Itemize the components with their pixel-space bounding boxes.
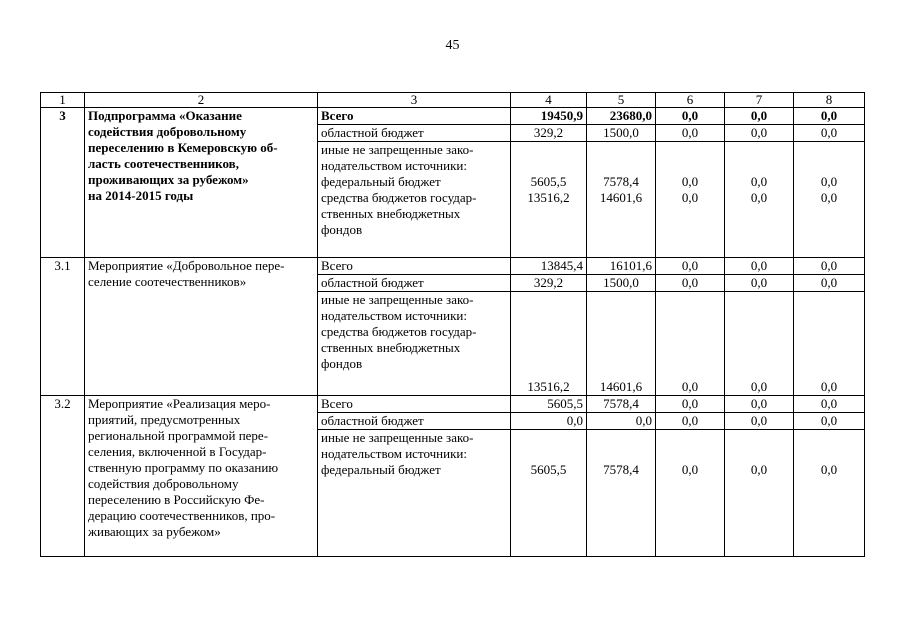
- value-cell: 0,0: [725, 108, 794, 125]
- value-cell: 5605,5: [511, 396, 587, 413]
- value-cell: 7578,4 14601,6: [587, 142, 656, 258]
- value-cell: 0,0: [656, 258, 725, 275]
- value-cell: 14601,6: [587, 292, 656, 396]
- funding-source-label: областной бюджет: [318, 413, 511, 430]
- value-cell: 329,2: [511, 275, 587, 292]
- value-cell: 0,0: [656, 108, 725, 125]
- row-number: 3: [41, 108, 85, 258]
- value-cell: 13516,2: [511, 292, 587, 396]
- value-cell: 0,0: [725, 292, 794, 396]
- funding-source-label: иные не запрещенные зако- нодательством источники: федеральный бюджет: [318, 430, 511, 557]
- value-cell: 23680,0: [587, 108, 656, 125]
- funding-source-label: Всего: [318, 258, 511, 275]
- value-cell: 7578,4: [587, 430, 656, 557]
- value-cell: 0,0: [794, 292, 865, 396]
- funding-source-label: областной бюджет: [318, 275, 511, 292]
- value-cell: 5605,5: [511, 430, 587, 557]
- value-cell: 7578,4: [587, 396, 656, 413]
- value-cell: 16101,6: [587, 258, 656, 275]
- header-cell: 3: [318, 93, 511, 108]
- funding-source-label: иные не запрещенные зако- нодательством источники: средства бюджетов государ- ственных внебюджетных фондов: [318, 292, 511, 396]
- value-cell: 0,0: [725, 275, 794, 292]
- header-cell: 1: [41, 93, 85, 108]
- value-cell: 0,0: [656, 413, 725, 430]
- value-cell: 0,0: [656, 396, 725, 413]
- table-row: [41, 108, 865, 125]
- value-cell: 0,0 0,0: [656, 142, 725, 258]
- funding-source-label: Всего: [318, 108, 511, 125]
- header-cell: 6: [656, 93, 725, 108]
- value-cell: 0,0: [587, 413, 656, 430]
- value-cell: 329,2: [511, 125, 587, 142]
- value-cell: 0,0: [656, 125, 725, 142]
- value-cell: 0,0: [794, 258, 865, 275]
- header-cell: 5: [587, 93, 656, 108]
- value-cell: 0,0: [725, 258, 794, 275]
- header-cell: 8: [794, 93, 865, 108]
- table-header-row: [41, 93, 865, 108]
- value-cell: 0,0: [794, 108, 865, 125]
- funding-source-label: Всего: [318, 396, 511, 413]
- value-cell: 0,0 0,0: [794, 142, 865, 258]
- value-cell: 1500,0: [587, 125, 656, 142]
- value-cell: 0,0: [725, 125, 794, 142]
- header-cell: 4: [511, 93, 587, 108]
- row-number: 3.1: [41, 258, 85, 396]
- value-cell: 0,0 0,0: [725, 142, 794, 258]
- table-row: [41, 396, 865, 413]
- funding-source-label: областной бюджет: [318, 125, 511, 142]
- value-cell: 0,0: [725, 396, 794, 413]
- value-cell: 0,0: [656, 275, 725, 292]
- value-cell: 0,0: [511, 413, 587, 430]
- value-cell: 19450,9: [511, 108, 587, 125]
- row-title: Мероприятие «Реализация меро- приятий, предусмотренных региональной программой пере- селения, включенной в Государ- ственную программу по оказанию содействия добровольному переселению в Российскую Фе- дерацию соотечественников, про- живающих за рубежом»: [85, 396, 318, 557]
- page-number: 45: [445, 38, 460, 53]
- value-cell: 0,0: [794, 413, 865, 430]
- value-cell: 0,0: [794, 430, 865, 557]
- value-cell: 0,0: [794, 396, 865, 413]
- value-cell: 0,0: [656, 430, 725, 557]
- funding-source-label: иные не запрещенные зако- нодательством источники: федеральный бюджет средства бюджетов государ- ственных внебюджетных фондов: [318, 142, 511, 258]
- value-cell: 0,0: [794, 275, 865, 292]
- value-cell: 5605,5 13516,2: [511, 142, 587, 258]
- value-cell: 0,0: [725, 413, 794, 430]
- row-title: Мероприятие «Добровольное пере- селение соотечественников»: [85, 258, 318, 396]
- value-cell: 1500,0: [587, 275, 656, 292]
- value-cell: 0,0: [656, 292, 725, 396]
- header-cell: 2: [85, 93, 318, 108]
- value-cell: 0,0: [725, 430, 794, 557]
- value-cell: 13845,4: [511, 258, 587, 275]
- row-title: Подпрограмма «Оказание содействия добровольному переселению в Кемеровскую об- ласть соотечественников, проживающих за рубежом» на 2014-2015 годы: [85, 108, 318, 258]
- table-row: [41, 258, 865, 275]
- value-cell: 0,0: [794, 125, 865, 142]
- row-number: 3.2: [41, 396, 85, 557]
- program-funding-table: [40, 92, 865, 557]
- header-cell: 7: [725, 93, 794, 108]
